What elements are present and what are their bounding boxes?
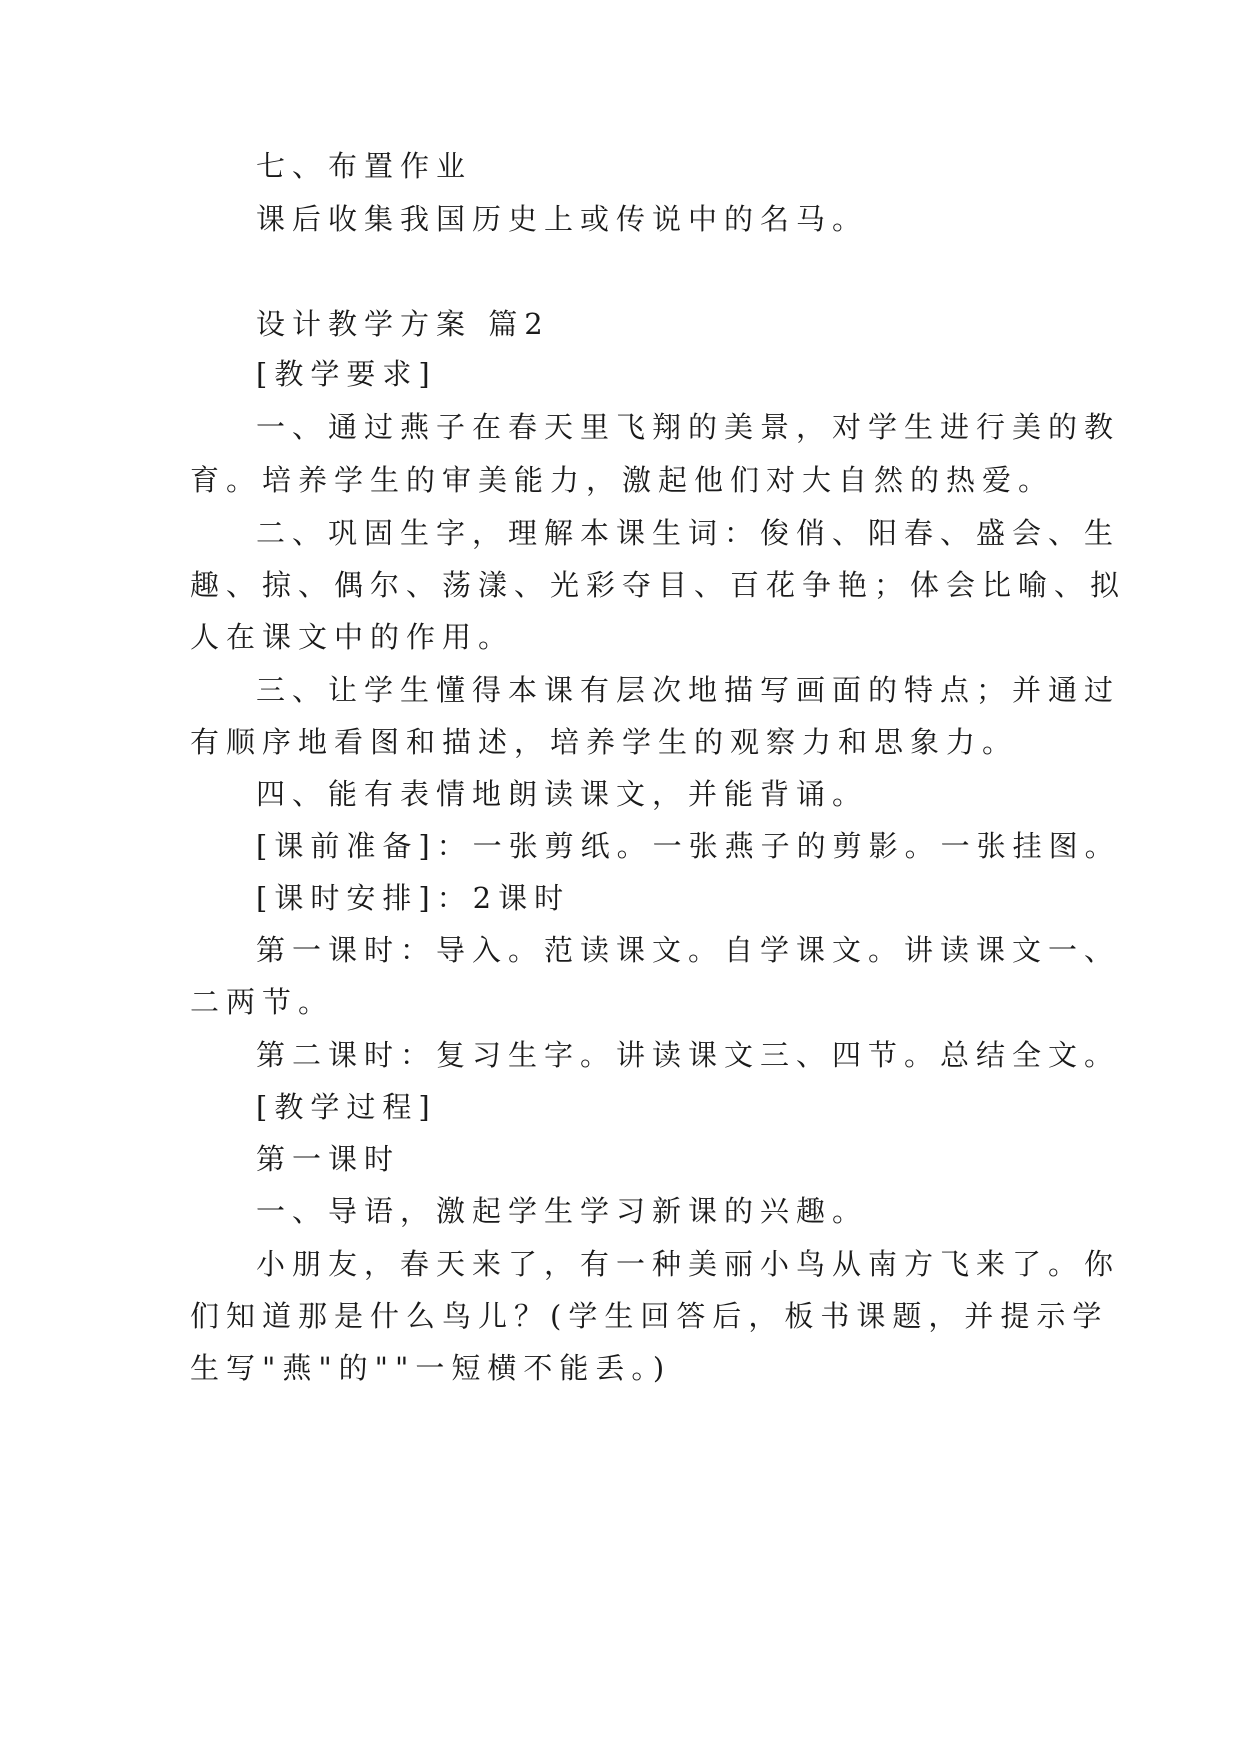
paragraph-line: 趣、掠、偶尔、荡漾、光彩夺目、百花争艳；体会比喻、拟 xyxy=(190,568,1127,602)
paragraph-line: 四、能有表情地朗读课文，并能背诵。 xyxy=(256,777,869,811)
paragraph-line: 一、导语，激起学生学习新课的兴趣。 xyxy=(256,1194,869,1228)
schedule-line: [课时安排]：2课时 xyxy=(256,881,571,915)
paragraph-line: 二、巩固生字，理解本课生词：俊俏、阳春、盛会、生 xyxy=(256,516,1121,550)
bracket-heading: [教学过程] xyxy=(256,1090,437,1124)
paragraph-line: 们知道那是什么鸟儿？(学生回答后，板书课题，并提示学 xyxy=(190,1299,1109,1333)
plan-title: 设计教学方案 篇2 xyxy=(256,307,550,341)
paragraph-line: 生写"燕"的""一短横不能丢。) xyxy=(190,1351,672,1385)
bracket-heading: [教学要求] xyxy=(256,357,437,391)
paragraph-line: 育。培养学生的审美能力，激起他们对大自然的热爱。 xyxy=(190,463,1055,497)
paragraph-line: 第二课时：复习生字。讲读课文三、四节。总结全文。 xyxy=(256,1038,1121,1072)
prep-line: [课前准备]：一张剪纸。一张燕子的剪影。一张挂图。 xyxy=(256,829,1121,863)
lesson-heading: 第一课时 xyxy=(256,1142,401,1176)
section-heading: 七、布置作业 xyxy=(256,149,473,183)
paragraph-line: 有顺序地看图和描述，培养学生的观察力和思象力。 xyxy=(190,725,1019,759)
paragraph-line: 三、让学生懂得本课有层次地描写画面的特点；并通过 xyxy=(256,673,1121,707)
paragraph-line: 人在课文中的作用。 xyxy=(190,620,515,654)
paragraph: 课后收集我国历史上或传说中的名马。 xyxy=(256,202,869,236)
paragraph-line: 二两节。 xyxy=(190,985,335,1019)
paragraph-line: 第一课时：导入。范读课文。自学课文。讲读课文一、 xyxy=(256,933,1121,967)
paragraph-line: 一、通过燕子在春天里飞翔的美景，对学生进行美的教 xyxy=(256,410,1121,444)
paragraph-line: 小朋友，春天来了，有一种美丽小鸟从南方飞来了。你 xyxy=(256,1247,1121,1281)
